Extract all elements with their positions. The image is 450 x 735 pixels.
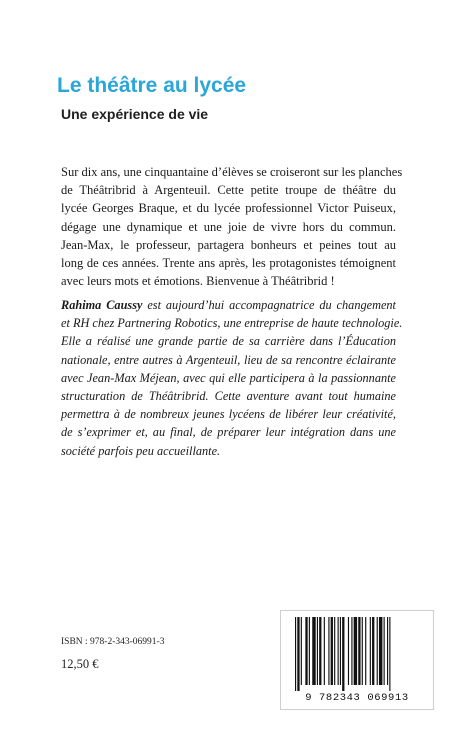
author-bio-line: et RH chez Partnering Robotics, une entreprise de haute technologie. bbox=[61, 316, 403, 331]
barcode-bar bbox=[338, 617, 339, 685]
barcode-bar bbox=[301, 617, 302, 685]
barcode-bars bbox=[293, 617, 421, 691]
author-bio-line: de s’exprimer et, au final, de préparer leur intégration dans une bbox=[61, 425, 396, 440]
author-bio-line: nationale, entre autres à Argenteuil, lieu de sa rencontre éclairante bbox=[61, 352, 396, 367]
barcode-bar bbox=[319, 617, 321, 685]
barcode-bar bbox=[351, 617, 352, 685]
barcode-bar bbox=[358, 617, 360, 685]
barcode-bar bbox=[348, 617, 349, 685]
book-title: Le théâtre au lycée bbox=[57, 74, 247, 97]
book-subtitle: Une expérience de vie bbox=[61, 106, 209, 122]
barcode-bar bbox=[305, 617, 307, 685]
barcode-bar bbox=[295, 617, 296, 691]
author-name: Rahima Caussy bbox=[61, 298, 143, 312]
barcode-bar bbox=[370, 617, 371, 685]
barcode-bar bbox=[309, 617, 310, 685]
barcode-bar bbox=[354, 617, 357, 685]
barcode-bar bbox=[331, 617, 333, 685]
barcode-bar bbox=[328, 617, 329, 685]
barcode-bar bbox=[317, 617, 318, 685]
summary-line: dégage une dynamique et une joie de vivre hors du commun. bbox=[61, 219, 396, 234]
barcode-bar bbox=[372, 617, 374, 685]
author-bio-line: structuration de Théâtribrid. Cette aventure avant tout humaine bbox=[61, 389, 396, 404]
isbn-label: ISBN : 978-2-343-06991-3 bbox=[61, 637, 165, 647]
summary-line: avec leurs mots et émotions. Bienvenue à Théâtribrid ! bbox=[61, 274, 335, 289]
barcode-bar bbox=[377, 617, 378, 685]
summary-line: de Théâtribrid à Argenteuil. Cette petite troupe de théâtre du bbox=[61, 183, 396, 198]
summary-line: lycée Georges Braque, et du lycée professionnel Victor Puiseux, bbox=[61, 201, 396, 216]
barcode-bar bbox=[324, 617, 325, 685]
summary-line: Sur dix ans, une cinquantaine d’élèves se croiseront sur les planches bbox=[61, 165, 403, 179]
barcode-bar bbox=[297, 617, 299, 691]
summary-line: Jean-Max, le professeur, partagera bonheurs et peines tout au bbox=[61, 237, 396, 252]
barcode-bar bbox=[334, 617, 335, 685]
barcode-bar bbox=[312, 617, 315, 685]
price-label: 12,50 € bbox=[61, 657, 99, 671]
barcode-digits: 9 782343 069913 bbox=[305, 692, 409, 704]
author-bio-text: est aujourd’hui accompagnatrice du changement bbox=[142, 298, 396, 312]
summary-line: long de ces années. Trente ans après, les protagonistes témoignent bbox=[61, 256, 396, 271]
author-bio-line: permettra à de nombreux jeunes lycéens de libérer leur créativité, bbox=[61, 407, 396, 422]
barcode-bar bbox=[384, 617, 385, 685]
barcode-bar bbox=[387, 617, 388, 685]
barcode-bar bbox=[365, 617, 366, 685]
author-bio-line: Elle a réalisé une grande partie de sa carrière dans l’Éducation bbox=[61, 334, 396, 349]
barcode-bar bbox=[379, 617, 382, 685]
author-bio-line: avec Jean-Max Méjean, avec qui elle participera à la passionnante bbox=[61, 370, 396, 385]
barcode-bar bbox=[340, 617, 341, 685]
author-bio-line bbox=[61, 296, 396, 314]
barcode-bar bbox=[362, 617, 363, 685]
author-bio-paragraph bbox=[61, 296, 403, 460]
barcode bbox=[280, 610, 434, 710]
barcode-bar bbox=[342, 617, 344, 691]
author-bio-line: société parfois peu accueillante. bbox=[61, 443, 221, 458]
summary-paragraph bbox=[61, 163, 403, 290]
barcode-bar bbox=[389, 617, 390, 691]
